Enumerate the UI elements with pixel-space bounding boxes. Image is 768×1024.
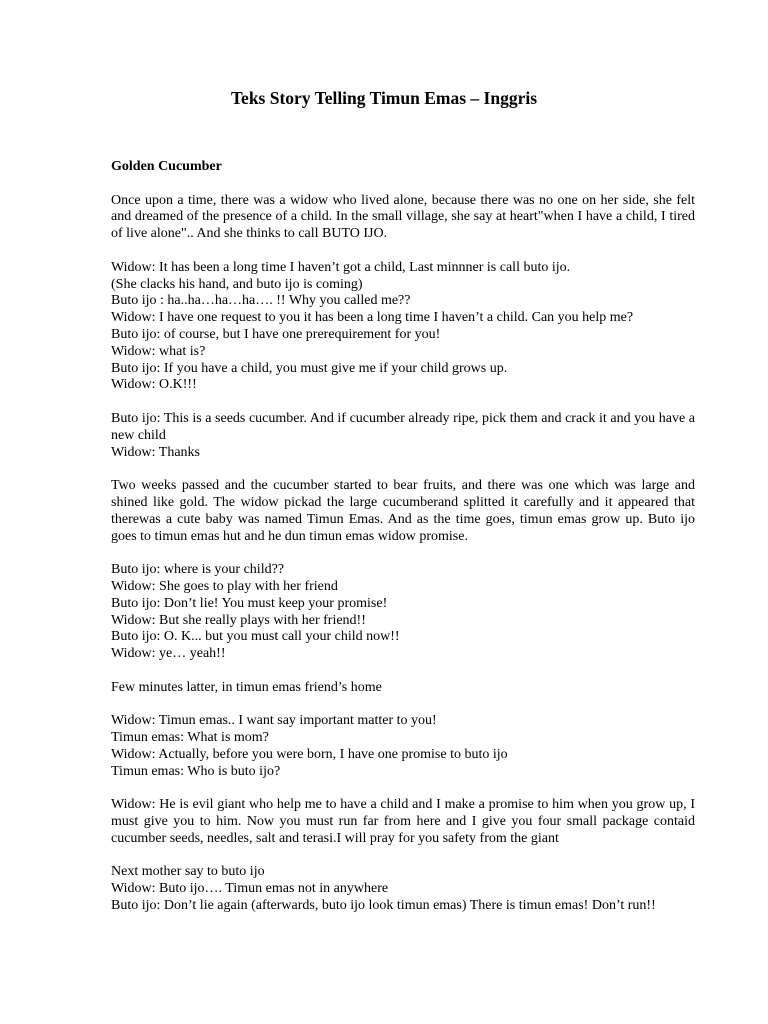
dialogue-line: Widow: Buto ijo…. Timun emas not in anywhere xyxy=(111,881,389,897)
paragraph-intro: Once upon a time, there was a widow who lived alone, because there was no one on her side, she felt and dreamed of the presence of a child. In the small village, she say at heart"when I have a child, I tired of live alone".. And she thinks to call BUTO IJO. xyxy=(111,192,695,242)
dialogue-block-1 xyxy=(111,260,695,394)
dialogue-line: Widow: Actually, before you were born, I have one promise to buto ijo xyxy=(111,746,508,762)
dialogue-block-2 xyxy=(111,562,695,663)
dialogue-block-3 xyxy=(111,713,695,780)
dialogue-line: Widow: what is? xyxy=(111,343,206,359)
dialogue-line: Timun emas: Who is buto ijo? xyxy=(111,763,281,779)
dialogue-line: Widow: Timun emas.. I want say important matter to you! xyxy=(111,713,437,729)
paragraph-evil-giant: Widow: He is evil giant who help me to have a child and I make a promise to him when you grow up, I must give you to him. Now you must run far from here and I give you four small package contaid cucumber seeds, needles, salt and terasi.I will pray for you safety from the giant xyxy=(111,797,695,846)
dialogue-line: Buto ijo: of course, but I have one prerequirement for you! xyxy=(111,326,441,342)
dialogue-line: Buto ijo: Don’t lie! You must keep your promise! xyxy=(111,595,388,611)
dialogue-block-seeds xyxy=(111,411,695,461)
dialogue-line: Timun emas: What is mom? xyxy=(111,730,269,746)
dialogue-line: Buto ijo: If you have a child, you must give me if your child grows up. xyxy=(111,360,508,376)
document-title: Teks Story Telling Timun Emas – Inggris xyxy=(230,88,538,108)
dialogue-line: Widow: Thanks xyxy=(111,444,201,460)
dialogue-line: Buto ijo: where is your child?? xyxy=(111,562,285,578)
paragraph-dont-run: Buto ijo: Don’t lie again (afterwards, buto ijo look timun emas) There is timun emas! Don’t run!! xyxy=(111,898,656,914)
dialogue-line: Widow: It has been a long time I haven’t got a child, Last minnner is call buto ijo. xyxy=(111,259,571,275)
dialogue-line: (She clacks his hand, and buto ijo is coming) xyxy=(111,276,363,292)
dialogue-line: Widow: O.K!!! xyxy=(111,377,197,393)
dialogue-line: Buto ijo : ha..ha…ha…ha…. !! Why you called me?? xyxy=(111,293,411,309)
story-subtitle: Golden Cucumber xyxy=(111,159,222,174)
dialogue-line: Widow: She goes to play with her friend xyxy=(111,578,338,594)
paragraph-seeds: Buto ijo: This is a seeds cucumber. And if cucumber already ripe, pick them and crack it and you have a new child xyxy=(111,410,695,443)
dialogue-line: Widow: I have one request to you it has been a long time I haven’t a child. Can you help me? xyxy=(111,310,634,326)
paragraph-few-minutes: Few minutes latter, in timun emas friend’s home xyxy=(111,679,382,695)
dialogue-line: Widow: But she really plays with her friend!! xyxy=(111,612,366,628)
dialogue-line: Widow: ye… yeah!! xyxy=(111,646,226,662)
paragraph-two-weeks: Two weeks passed and the cucumber started to bear fruits, and there was one which was large and shined like gold. The widow pickad the large cucumberand splitted it carefully and it appeared that therewas a cute baby was named Timun Emas. And as the time goes, timun emas grow up. Buto ijo goes to timun emas hut and he dun timun emas widow promise. xyxy=(111,478,695,544)
document-body xyxy=(111,159,695,915)
dialogue-line: Next mother say to buto ijo xyxy=(111,864,265,880)
dialogue-block-4 xyxy=(111,864,695,914)
dialogue-line: Buto ijo: O. K... but you must call your child now!! xyxy=(111,629,400,645)
